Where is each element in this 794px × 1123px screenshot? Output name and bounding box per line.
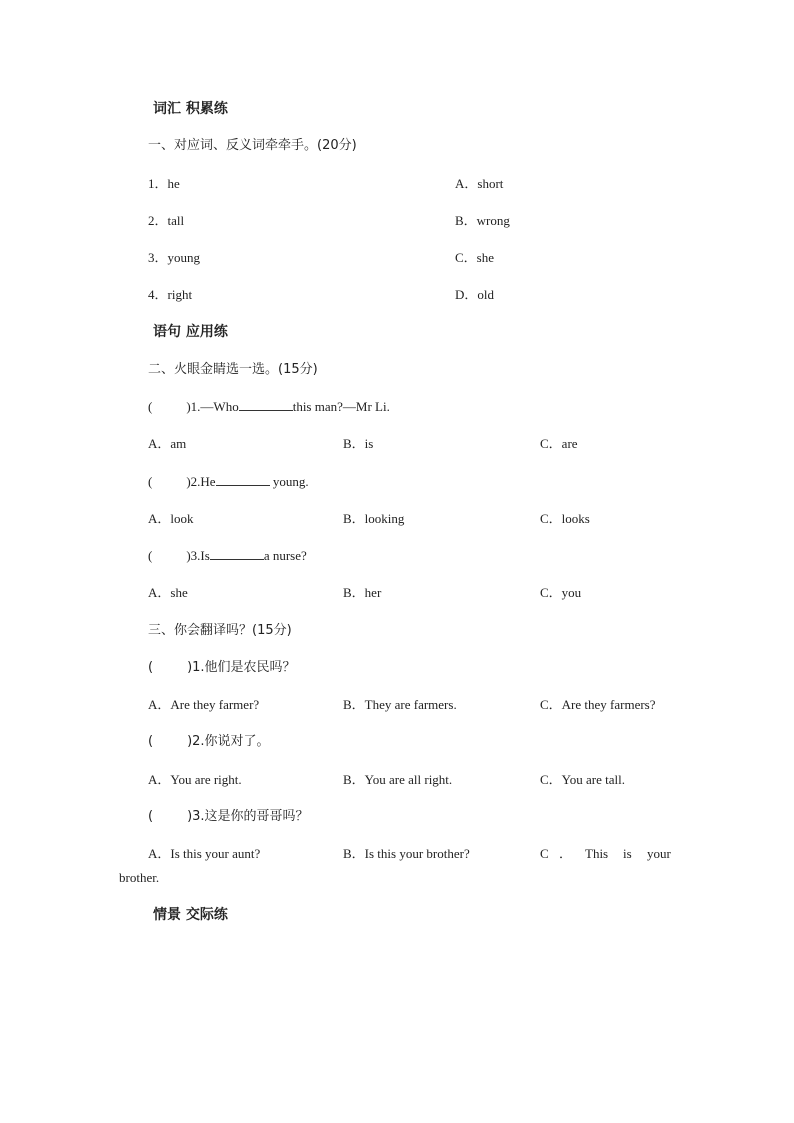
option-b: B．Is this your brother? [343,846,470,861]
option-a: A．You are right. [148,772,242,787]
option-b: B．You are all right. [343,772,453,787]
part1-right-item: A．short [455,176,504,191]
answer-paren-open: ( [148,548,153,563]
part1-right-item: B．wrong [455,213,510,228]
answer-paren-open: ( [148,734,154,749]
option-a: A．Are they farmer? [148,697,260,712]
option-c: C．are [540,436,578,451]
option-c: C．looks [540,511,590,526]
section-heading-situation: 情景 交际练 [153,907,228,923]
part1-left-item: 3．young [148,250,201,265]
question-text: )2.He [186,474,216,489]
option-c: C．Are they farmers? [540,697,656,712]
option-c-wrap: brother. [119,870,160,885]
option-c: C．You are tall. [540,772,625,787]
part3-question-3 [148,809,309,825]
part3-question-2 [148,734,270,750]
option-b: B．looking [343,511,405,526]
section-heading-sentence: 语句 应用练 [153,324,228,340]
fill-blank[interactable] [239,399,293,411]
option-b: B．her [343,585,382,600]
part1-right-item: D．old [455,287,495,302]
question-text: a nurse? [263,548,307,563]
option-c: C．you [540,585,582,600]
option-c-word: This [585,846,609,861]
option-a: A．am [148,436,187,451]
option-a: A．she [148,585,188,600]
question-text: )1.他们是农民吗？ [187,660,296,675]
part1-right-item: C．she [455,250,495,265]
option-b: B．They are farmers. [343,697,457,712]
part3-question-1 [148,660,296,676]
question-text: this man?—Mr Li. [292,399,390,414]
question-text: )3.这是你的哥哥吗？ [187,809,309,824]
part1-title: 一、对应词、反义词牵牵手。(20分) [148,138,357,153]
part1-left-item: 2．tall [148,213,185,228]
option-a: A．Is this your aunt? [148,846,261,861]
option-c-letter: C [540,846,549,861]
question-text: )2.你说对了。 [187,734,270,749]
question-text: )3.Is [186,548,210,563]
part3-title: 三、你会翻译吗？(15分) [148,623,292,638]
question-text: )1.—Who [186,399,239,414]
fill-blank[interactable] [216,474,270,486]
answer-paren-open: ( [148,399,153,414]
part1-left-item: 4．right [148,287,193,302]
answer-paren-open: ( [148,474,153,489]
question-text: young. [269,474,309,489]
option-c-word: is [623,846,632,861]
option-c-dot: ． [559,846,573,861]
part2-title: 二、火眼金睛选一选。(15分) [148,362,318,377]
option-a: A．look [148,511,194,526]
option-b: B．is [343,436,374,451]
part2-question-1 [148,399,390,415]
answer-paren-open: ( [148,809,154,824]
answer-paren-open: ( [148,660,154,675]
section-heading-vocab: 词汇 积累练 [153,101,228,117]
part2-question-3 [148,548,307,564]
fill-blank[interactable] [210,548,264,560]
option-c-word: your [647,846,671,861]
part1-left-item: 1．he [148,176,180,191]
part2-question-2 [148,474,309,490]
